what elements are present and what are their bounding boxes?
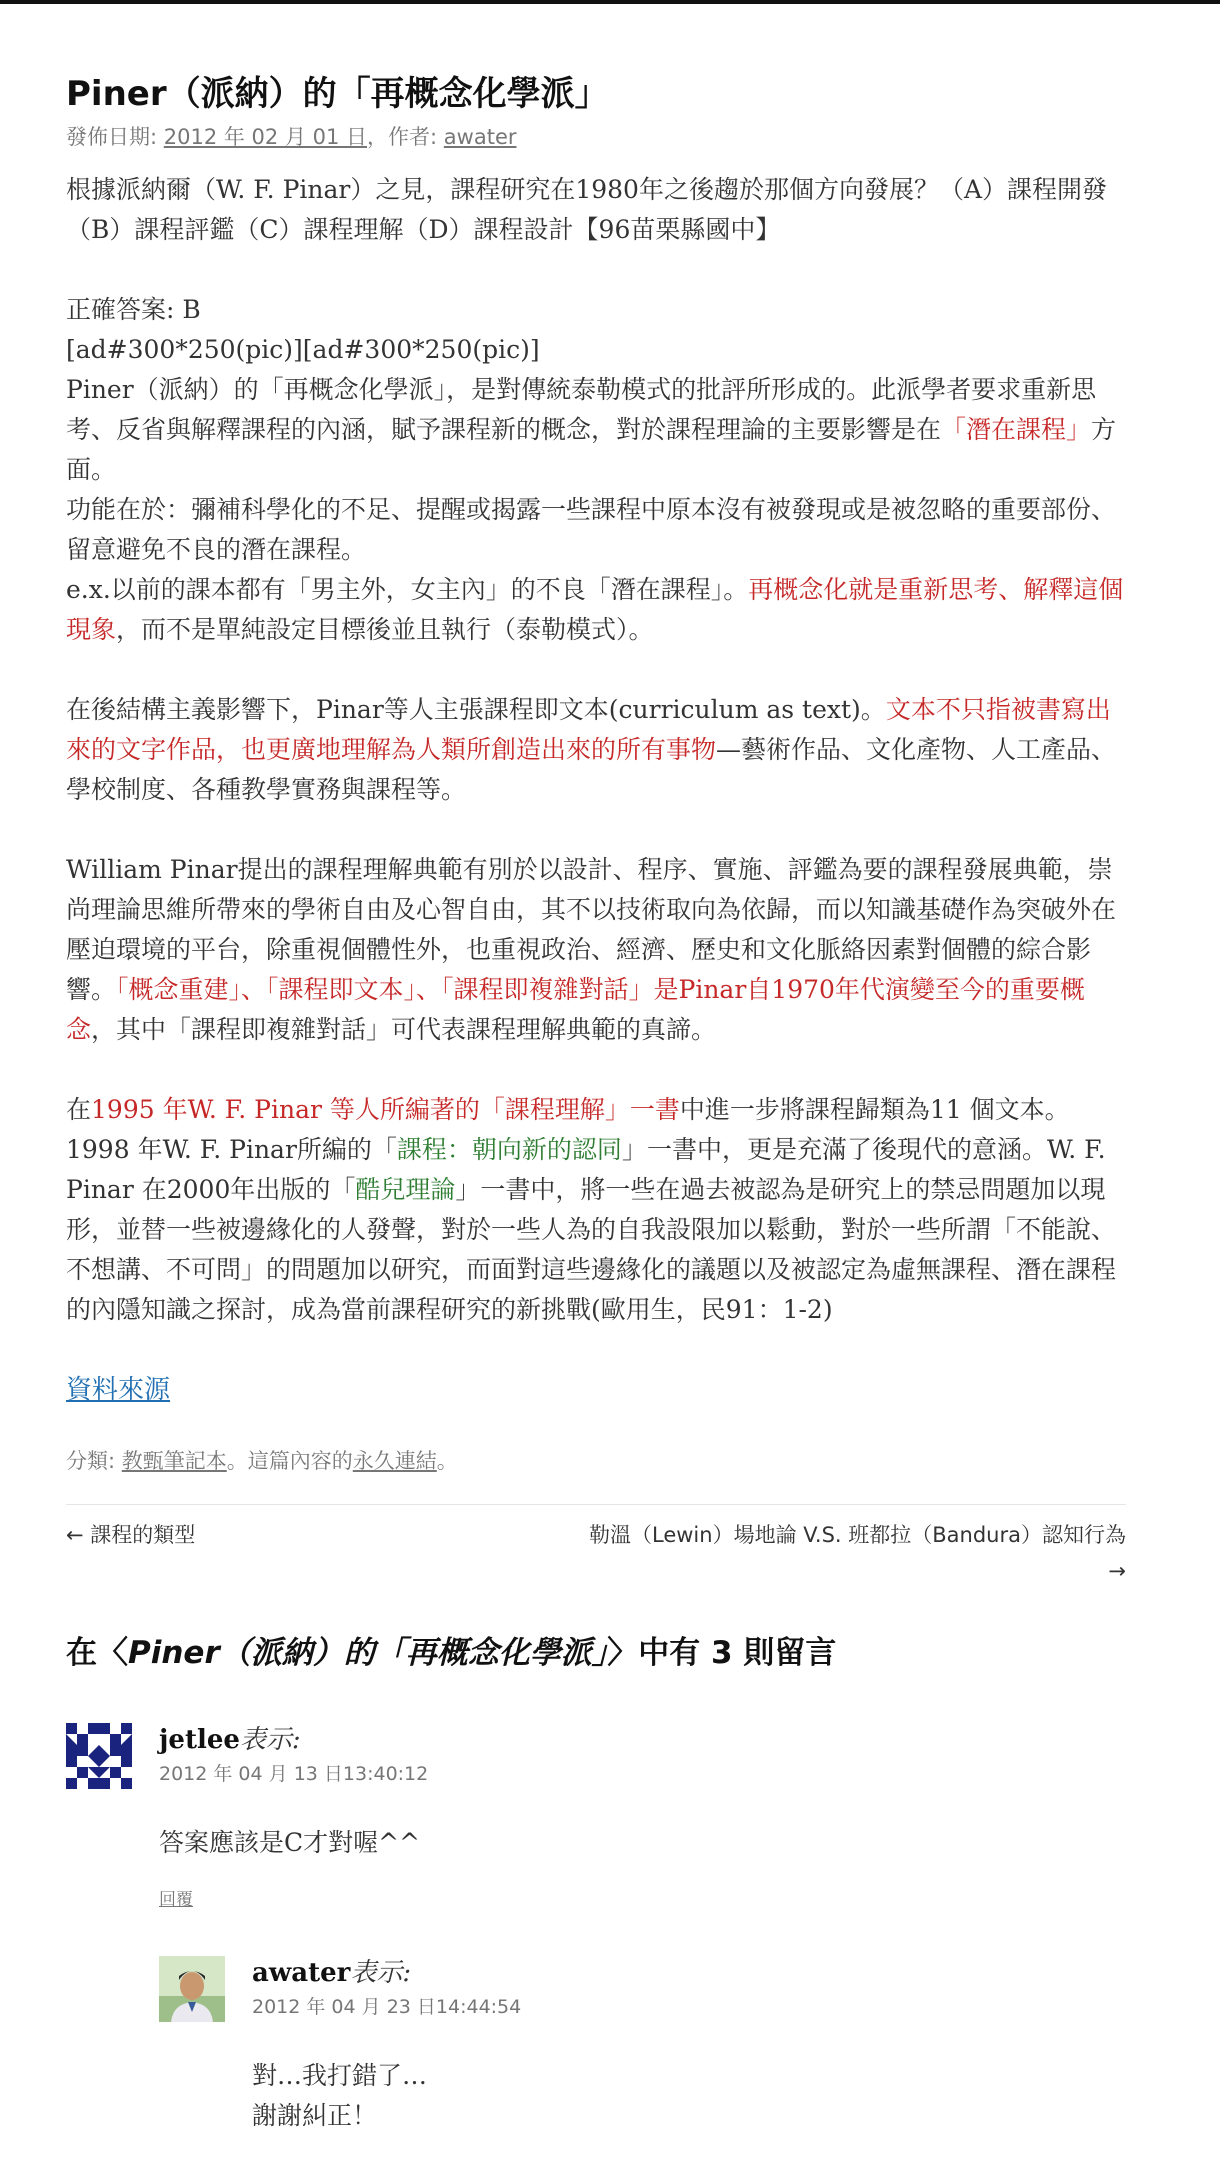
comments-title-post-name: Piner（派納）的「再概念化學派」 <box>128 1635 608 1671</box>
comment-body <box>159 1723 1126 1910</box>
category-link[interactable]: 教甄筆記本 <box>121 1449 227 1473</box>
comments-section <box>66 1631 1126 2136</box>
comments-title-suffix: 〉中有 3 則留言 <box>607 1635 837 1671</box>
text-run: Piner（派納）的「再概念化學派」，是對傳統泰勒模式的批評所形成的。此派學者要求重新思考、反省與解釋課程的內涵，賦予課程新的概念，對於課程理論的主要影響是在 <box>66 375 1097 444</box>
author-separator: ，作者: <box>367 125 444 149</box>
highlight-red: 「概念重建」、「課程即文本」、「課程即複雜對話」是Pinar自1970年代演變至今的重要概念 <box>66 975 1085 1044</box>
paragraph-function: 功能在於：彌補科學化的不足、提醒或揭露一些課程中原本沒有被發現或是被忽略的重要部份、留意避免不良的潛在課程。 <box>66 495 1117 564</box>
text-run: 中進一步將課程歸類為11 個文本。1998 年W. F. Pinar所編的「 <box>66 1095 1070 1164</box>
page <box>66 4 1126 2136</box>
comment-author-name: jetlee <box>159 1725 240 1755</box>
comment-says: 表示: <box>350 1958 412 1988</box>
comment-text-line: 對…我打錯了… <box>252 2061 428 2090</box>
text-run: e.x.以前的課本都有「男主外，女主內」的不良「潛在課程」。 <box>66 575 749 604</box>
text-run: ，其中「課程即複雜對話」可代表課程理解典範的真諦。 <box>91 1015 717 1044</box>
comment-text: 答案應該是C才對喔^^ <box>159 1828 421 1857</box>
comment-reply <box>159 1956 1126 2136</box>
photo-avatar <box>159 1956 225 2022</box>
permalink-link[interactable]: 永久連結 <box>352 1449 437 1473</box>
highlight-red: 1995 年W. F. Pinar 等人所編著的「課程理解」一書 <box>91 1095 680 1124</box>
text-run: 方面。 <box>66 415 1117 484</box>
ad-placeholder: [ad#300*250(pic)][ad#300*250(pic)] <box>66 335 540 364</box>
comments-title <box>66 1631 1126 1675</box>
source-paragraph <box>66 1370 1126 1410</box>
text-run: 」一書中，更是充滿了後現代的意涵。W. F. Pinar 在2000年出版的「 <box>66 1135 1106 1204</box>
comment-text-line: 謝謝糾正！ <box>252 2101 378 2130</box>
permalink-prefix: 。這篇內容的 <box>226 1449 353 1473</box>
paragraph-curriculum-as-text <box>66 690 1126 810</box>
post-date-link[interactable]: 2012 年 02 月 01 日 <box>163 125 368 149</box>
highlight-red: 「潛在課程」 <box>941 415 1092 444</box>
text-run: William Pinar提出的課程理解典範有別於以設計、程序、實施、評鑑為要的課程發展典範，崇尚理論思維所帶來的學術自由及心智自由，其不以技術取向為依歸，而以知識基礎作為突破外在壓迫環境的平台，除重視個體性外，也重視政治、經濟、歷史和文化脈絡因素對個體的綜合影響。 <box>66 855 1117 1004</box>
permalink-suffix: 。 <box>436 1449 458 1473</box>
category-label: 分類: <box>66 1449 122 1473</box>
post <box>66 70 1126 1505</box>
comment-author-name: awater <box>252 1958 351 1988</box>
identicon-avatar <box>66 1723 132 1789</box>
previous-post-link[interactable]: ← 課程的類型 <box>66 1523 196 1547</box>
post-content <box>66 170 1126 1410</box>
comment-author <box>159 1723 1126 1757</box>
post-navigation <box>66 1517 1126 1617</box>
comments-title-prefix: 在〈 <box>66 1635 128 1671</box>
text-run: —藝術作品、文化產物、人工產品、學校制度、各種教學實務與課程等。 <box>66 735 1117 804</box>
spacer <box>66 1330 1126 1370</box>
spacer <box>66 650 1126 690</box>
date-label: 發佈日期: <box>66 125 164 149</box>
text-run: 」一書中，將一些在過去被認為是研究上的禁忌問題加以現形，並替一些被邊緣化的人發聲，對於一些人為的自我設限加以鬆動，對於一些所謂「不能說、不想講、不可問」的問題加以研究，而面對這些邊緣化的議題以及被認定為虛無課程、潛在課程的內隱知識之探討，成為當前課程研究的新挑戰(歐用生，民91：1-2) <box>66 1175 1117 1324</box>
comment-says: 表示: <box>239 1725 301 1755</box>
text-run: ，而不是單純設定目標後並且執行（泰勒模式）。 <box>116 615 654 644</box>
post-author-link[interactable]: awater <box>443 125 517 149</box>
post-meta <box>66 120 1126 154</box>
highlight-red: 文本不只指被書寫出來的文字作品，也更廣地理解為人類所創造出來的所有事物 <box>66 695 1111 764</box>
source-link[interactable]: 資料來源 <box>66 1375 171 1405</box>
spacer <box>66 1050 1126 1090</box>
comment <box>66 1723 1126 2136</box>
post-title: Piner（派納）的「再概念化學派」 <box>66 74 609 114</box>
answer-line: 正確答案: B <box>66 295 201 324</box>
comment-date[interactable]: 2012 年 04 月 23 日14:44:54 <box>252 1996 522 2018</box>
paragraph-reconceptualization <box>66 370 1126 490</box>
paragraph-pinar-paradigm <box>66 850 1126 1050</box>
paragraph-example <box>66 570 1126 650</box>
highlight-green: 課程：朝向新的認同 <box>396 1135 622 1164</box>
spacer <box>66 250 1126 290</box>
next-post-link[interactable]: 勒溫（Lewin）場地論 V.S. 班都拉（Bandura）認知行為 → <box>589 1523 1126 1583</box>
reply-link[interactable]: 回覆 <box>159 1890 193 1910</box>
comment-body <box>252 1956 1126 2136</box>
spacer <box>66 810 1126 850</box>
highlight-red: 再概念化就是重新思考、解釋這個現象 <box>66 575 1124 644</box>
paragraph-pinar-works <box>66 1090 1126 1330</box>
question-paragraph: 根據派納爾（W. F. Pinar）之見，課程研究在1980年之後趨於那個方向發展？（A）課程開發（B）課程評鑑（C）課程理解（D）課程設計【96苗栗縣國中】 <box>66 175 1108 244</box>
highlight-green: 酷兒理論 <box>355 1175 456 1204</box>
post-footer <box>66 1444 1126 1505</box>
comment-text <box>252 2056 1126 2136</box>
text-run: 在 <box>66 1095 92 1124</box>
comment-author <box>252 1956 1126 1990</box>
text-run: 在後結構主義影響下，Pinar等人主張課程即文本(curriculum as text)。 <box>66 695 886 724</box>
comment-date[interactable]: 2012 年 04 月 13 日13:40:12 <box>159 1763 429 1785</box>
